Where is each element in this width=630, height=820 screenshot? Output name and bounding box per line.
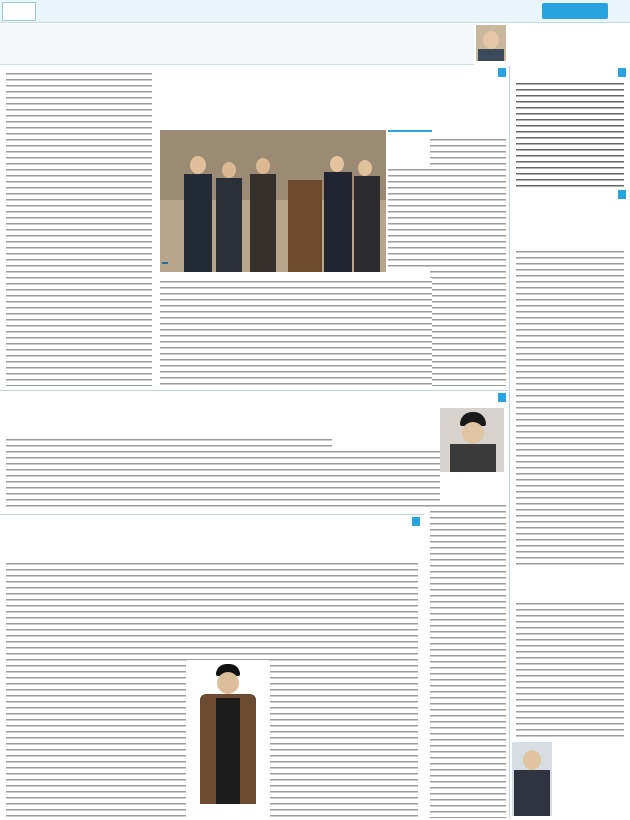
- right-column-news-list: [516, 80, 624, 188]
- right-column-portrait-photo: [512, 742, 552, 816]
- mottahari-body: [430, 502, 506, 818]
- page-header-bar: [0, 0, 630, 23]
- third-story-tag: [412, 517, 420, 526]
- right-column-subtag: [618, 190, 626, 199]
- minister-photo: [186, 660, 270, 818]
- khomeini-body: [430, 136, 506, 386]
- main-story-sidebar-body: [388, 166, 430, 270]
- right-column-body: [516, 248, 624, 568]
- section-title: [542, 3, 608, 19]
- second-story-tag: [498, 393, 506, 402]
- lead-portrait-photo: [476, 25, 506, 61]
- mottahari-photo: [440, 408, 504, 472]
- lead-news-box: [0, 24, 474, 65]
- right-column-tag: [618, 68, 626, 77]
- sidebar-accent: [388, 130, 432, 132]
- column-divider: [509, 66, 510, 818]
- main-photo-caption: [162, 262, 168, 264]
- right-column-bottom-body: [516, 600, 624, 740]
- newspaper-logo: [2, 2, 36, 21]
- section-divider-2: [0, 514, 424, 515]
- second-story-body: [6, 436, 332, 510]
- left-column-body: [6, 70, 152, 386]
- main-story-photo: [160, 130, 386, 272]
- khomeini-tag: [498, 68, 506, 77]
- main-story-body: [160, 278, 432, 386]
- section-divider: [0, 390, 508, 391]
- second-story-body-right: [330, 448, 440, 510]
